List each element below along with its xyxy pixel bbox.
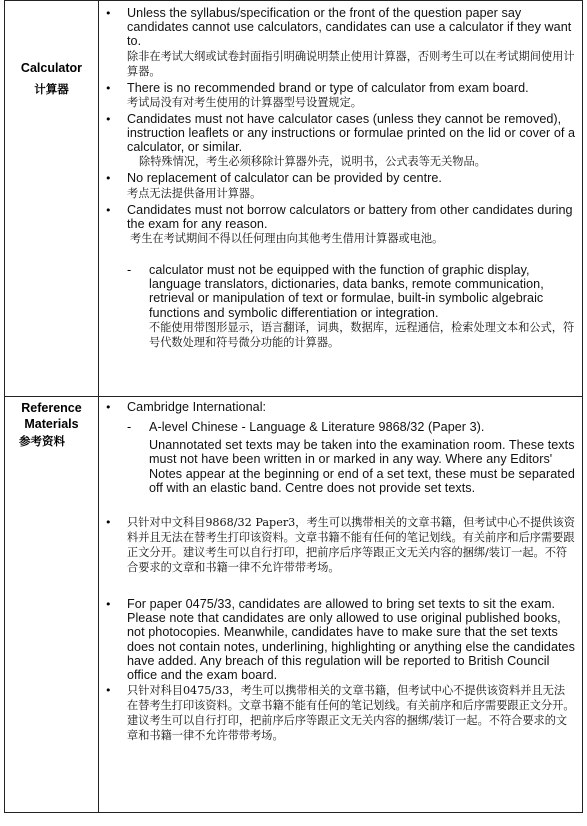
bullet-text-en: Unless the syllabus/specification or the front of the question paper say candidates cannot use calculators, candidates can use a calculator if they want to. xyxy=(127,6,572,49)
reference-label-cell xyxy=(5,397,99,813)
bullet-text-zh: 只针对科目0475/33，考生可以携带相关的文章书籍，但考试中心不提供该资料并且无法在替考生打印该资料。文章书籍不能有任何的笔记划线。有关前序和后序需要跟正文分开。建议考生可以自行打印，把前序后序等跟正文无关内容的捆绑/装订一起。不符合要求的文章和书籍一律不允许带带考场。 xyxy=(127,684,575,743)
sub-item xyxy=(127,263,576,350)
sub-title: A-level Chinese - Language & Literature 9868/32 (Paper 3). xyxy=(149,420,485,434)
bullet-icon: • xyxy=(105,81,112,95)
bullet-item xyxy=(105,81,576,110)
calculator-row xyxy=(5,1,583,397)
sub-body: Unannotated set texts may be taken into the examination room. These texts must not have been written in or marked in any way. Where any Editors' Notes appear at the beginning or end of a set text, these must be separated off with an elastic band. Centre does not provide set texts. xyxy=(149,438,575,495)
bullet-text-en: Candidates must not borrow calculators or battery from other candidates during the exam for any reason. xyxy=(127,202,573,231)
bullet-text-zh: 考试局没有对考生使用的计算器型号设置规定。 xyxy=(127,95,362,109)
bullet-icon: • xyxy=(105,112,112,126)
bullet-item xyxy=(105,203,576,246)
calculator-label-en: Calculator xyxy=(20,61,83,75)
bullet-icon: • xyxy=(105,401,112,414)
bullet-text-en: For paper 0475/33, candidates are allowed to bring set texts to sit the exam. Please note that candidates are only allowed to use original published books, not photocopies. Meanwhile, candidates have to make sure that the set texts does not contain notes, underlining, highlighting or anything else the candidates have added. Any breach of this regulation will be reported to British Council office and the exam board. xyxy=(127,597,575,683)
calculator-label-cell xyxy=(5,1,99,397)
bullet-item xyxy=(105,6,576,79)
bullet-text-en: Candidates must not have calculator cases (unless they cannot be removed), instruction leaflets or any instructions or formulae printed on the lid or cover of a calculator, or similar. xyxy=(127,111,576,155)
bullet-item xyxy=(105,683,576,743)
reference-materials-row xyxy=(5,397,583,813)
reference-label-cn: 参考资料 xyxy=(19,434,65,448)
bullet-icon: • xyxy=(105,516,112,530)
sub-text-zh: 不能使用带图形显示，语言翻译，词典，数据库，远程通信，检索处理文本和公式，符号代数处理和符号微分功能的计算器。 xyxy=(149,320,575,349)
sub-item xyxy=(127,420,576,495)
sub-text-en: calculator must not be equipped with the function of graphic display, language translators, dictionaries, data banks, remote communication, retrieval or manipulation of text or formulae, built-in symbolic algebraic functions and symbolic differentiation or integration. xyxy=(149,263,544,320)
bullet-icon: • xyxy=(105,7,112,20)
bullet-text-zh: 考生在考试期间不得以任何理由向其他考生借用计算器或电池。 xyxy=(130,232,444,246)
bullet-icon: • xyxy=(105,172,112,186)
bullet-text-zh: 除特殊情况，考生必须移除计算器外壳，说明书，公式表等无关物品。 xyxy=(139,155,486,169)
bullet-text-en: Cambridge International: xyxy=(127,400,267,414)
bullet-text-en: No replacement of calculator can be provided by centre. xyxy=(127,171,442,186)
bullet-icon: • xyxy=(105,203,112,217)
bullet-text-zh: 考点无法提供备用计算器。 xyxy=(127,186,262,200)
bullet-icon: • xyxy=(105,684,112,698)
calculator-label xyxy=(5,60,98,97)
dash-icon: - xyxy=(127,263,132,278)
bullet-item xyxy=(105,112,576,170)
bullet-item xyxy=(105,400,576,415)
calculator-label-cn: 计算器 xyxy=(34,82,69,96)
bullet-item xyxy=(105,515,576,575)
calculator-content-cell xyxy=(99,1,583,397)
bullet-text-en: There is no recommended brand or type of calculator from exam board. xyxy=(127,80,529,95)
bullet-text-zh: 只针对中文科目9868/32 Paper3，考生可以携带相关的文章书籍，但考试中心不提供该资料并且无法在替考生打印该资料。文章书籍不能有任何的笔记划线。有关前序和后序需要跟正文分开。建议考生可以自行打印，把前序后序等跟正文无关内容的捆绑/装订一起。不符合要求的文章和书籍一律不允许带带考场。 xyxy=(127,516,575,575)
bullet-item xyxy=(105,597,576,682)
bullet-text-zh: 除非在考试大纲或试卷封面指引明确说明禁止使用计算器，否则考生可以在考试期间使用计算器。 xyxy=(127,49,575,78)
reference-label xyxy=(5,400,98,449)
dash-icon: - xyxy=(127,420,132,434)
bullet-icon: • xyxy=(105,598,112,612)
bullet-item xyxy=(105,171,576,200)
reference-content-cell xyxy=(99,397,583,813)
regulations-table xyxy=(4,0,583,813)
reference-label-en: Reference Materials xyxy=(21,401,82,431)
